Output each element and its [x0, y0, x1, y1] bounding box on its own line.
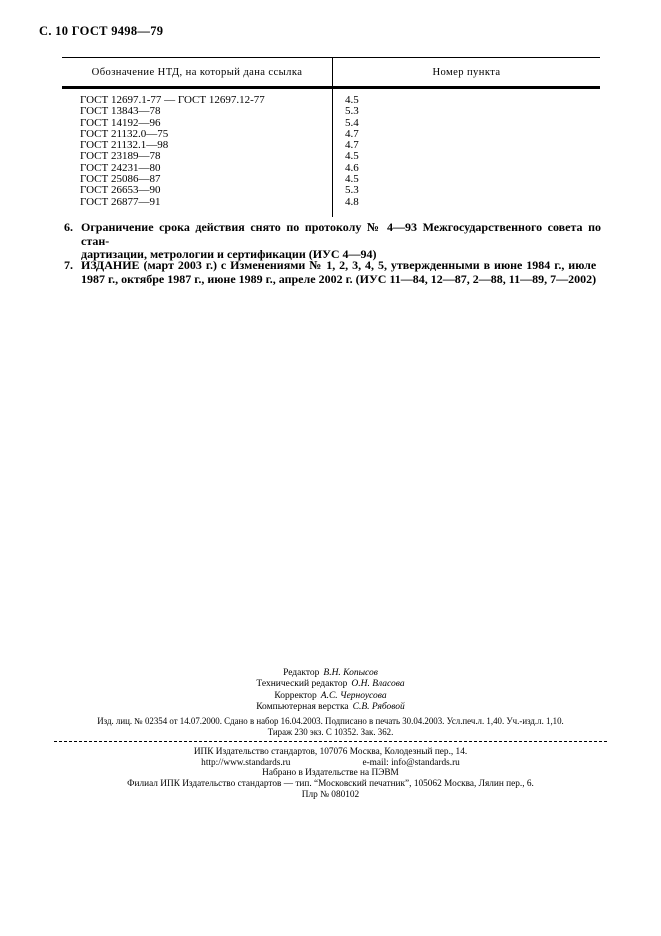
publisher-line: ИПК Издательство стандартов, 107076 Москва, Колодезный пер., 14. — [193, 747, 468, 757]
credit-label: Технический редактор — [256, 679, 348, 690]
paragraph-6 — [64, 221, 601, 262]
ntd-cell: ГОСТ 24231—80 — [62, 163, 333, 174]
ntd-cell: ГОСТ 13843—78 — [62, 106, 333, 117]
punkt-cell: 4.7 — [345, 139, 359, 152]
table-tail — [62, 208, 600, 217]
credit-name: А.С. Черноусова — [320, 690, 387, 701]
punkt-cell: 4.8 — [345, 195, 359, 208]
table-row — [62, 106, 600, 117]
credit-label: Компьютерная верстка — [256, 702, 349, 713]
ntd-cell: ГОСТ 26653—90 — [62, 185, 333, 196]
punkt-cell: 4.5 — [345, 173, 359, 186]
table-header-row — [62, 58, 600, 89]
credit-name: С.В. Рябовой — [352, 702, 405, 713]
credit-name: В.Н. Копысов — [323, 668, 378, 678]
punkt-cell: 5.3 — [345, 184, 359, 197]
ntd-cell: ГОСТ 21132.1—98 — [62, 140, 333, 151]
typeset-line: Набрано в Издательстве на ПЭВМ — [262, 768, 399, 779]
ntd-cell: ГОСТ 21132.0—75 — [62, 129, 333, 140]
credit-line — [0, 691, 661, 702]
column-header-punkt: Номер пункта — [432, 67, 501, 78]
table-row — [62, 89, 600, 106]
paragraph-7 — [64, 259, 601, 286]
ntd-cell: ГОСТ 26877—91 — [62, 197, 333, 208]
contacts-line — [54, 758, 607, 769]
paragraph-number: 7. — [64, 258, 73, 272]
paragraph-text: Ограничение срока действия снято по протоколу № 4—93 Межгосударственного совета по стан- дартизации, метрологии и сертификации (ИУС 4—94) — [81, 220, 601, 261]
dashed-divider — [54, 741, 607, 742]
table-row — [62, 197, 600, 208]
punkt-cell: 4.5 — [345, 94, 359, 106]
punkt-cell: 4.7 — [345, 127, 359, 140]
plr-number: Плр № 080102 — [301, 789, 360, 800]
punkt-cell: 4.6 — [345, 161, 359, 174]
publisher-block — [54, 747, 607, 801]
column-header-ntd: Обозначение НТД, на который дана ссылка — [62, 58, 333, 86]
branch-line: Филиал ИПК Издательство стандартов — тип. “Московский печатник”, 105062 Москва, Лялин пер., 6. — [127, 779, 534, 790]
credits-block — [0, 668, 661, 714]
credit-line — [0, 668, 661, 679]
imprint-block — [54, 716, 607, 738]
paragraph-text: ИЗДАНИЕ (март 2003 г.) с Изменениями № 1, 2, 3, 4, 5, утвержденными в июне 1984 г., июле 1987 г., октябре 1987 г., июне 1989 г., апреле 2002 г. (ИУС 11—84, 12—87, 2—88, 11—89, 7—2002) — [81, 258, 597, 286]
paragraph-number: 6. — [64, 220, 73, 234]
ntd-cell: ГОСТ 25086—87 — [62, 174, 333, 185]
email-address: e-mail: info@standards.ru — [362, 757, 460, 768]
credit-label: Редактор — [283, 668, 320, 678]
credit-label: Корректор — [274, 690, 317, 701]
ntd-cell: ГОСТ 12697.1-77 — ГОСТ 12697.12-77 — [62, 89, 333, 106]
credit-name: О.Н. Власова — [351, 679, 405, 690]
ntd-cell: ГОСТ 14192—96 — [62, 118, 333, 129]
punkt-cell: 5.3 — [345, 105, 359, 118]
ntd-cell: ГОСТ 23189—78 — [62, 151, 333, 162]
website-url: http://www.standards.ru — [201, 757, 291, 768]
references-table — [62, 57, 600, 217]
credit-line — [0, 679, 661, 690]
table-row — [62, 185, 600, 196]
punkt-cell: 5.4 — [345, 116, 359, 129]
page-header: С. 10 ГОСТ 9498—79 — [39, 24, 164, 38]
punkt-cell: 4.5 — [345, 150, 359, 163]
imprint-line-2: Тираж 230 экз. С 10352. Зак. 362. — [267, 727, 394, 737]
imprint-line-1: Изд. лиц. № 02354 от 14.07.2000. Сдано в набор 16.04.2003. Подписано в печать 30.04.2003. Усл.печ.л. 1,40. Уч.-изд.л. 1,10. — [97, 716, 564, 726]
credit-line — [0, 702, 661, 713]
table-body — [62, 89, 600, 217]
